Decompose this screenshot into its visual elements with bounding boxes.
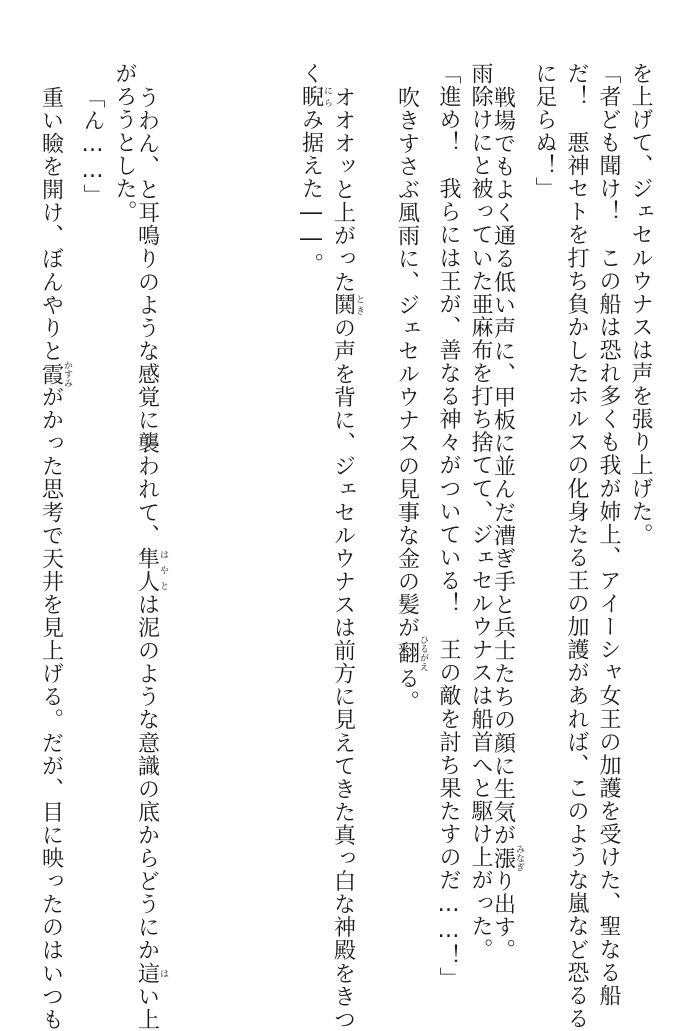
column-text: オオオッと上がった <box>330 86 356 294</box>
ruby-word: 隼人はやと <box>134 547 168 594</box>
ruby-word: 睨にら <box>298 85 332 109</box>
column-text: み据えた――。 <box>298 108 324 276</box>
column-text: 雨除けにと被っていた亜麻布を打ち捨てて、ジェセルウナスは船首へと駆け上がった。 <box>468 62 493 961</box>
furigana: ひるがえ <box>418 635 428 672</box>
text-column <box>468 62 492 961</box>
column-text: る。 <box>394 667 420 714</box>
ruby-word: 鬨とき <box>330 293 364 317</box>
column-text: に足らぬ！」 <box>532 62 557 201</box>
column-text: 「進め！ 我らには王が、善なる神々がついている！ 王の敵を討ち果たすのだ……！」 <box>436 62 461 990</box>
column-text: うわん、と耳鳴りのような感覚に襲われて、 <box>134 86 160 547</box>
text-column <box>38 86 72 1031</box>
column-text: い上 <box>134 984 160 1031</box>
text-column <box>394 86 428 714</box>
text-column <box>628 62 652 546</box>
furigana: とき <box>354 293 364 317</box>
column-text: 重い瞼を開け、ぼんやりと <box>38 86 64 363</box>
text-column <box>298 62 332 276</box>
column-text: 「者ども聞け！ この船は恐れ多くも我が姉上、アイーシャ女王の加護を受けた、聖なる船 <box>596 62 621 1008</box>
ruby-word: 這は <box>134 961 168 985</box>
furigana: みなぎ <box>514 844 524 872</box>
column-text: く <box>298 62 324 86</box>
text-column <box>564 62 588 1030</box>
furigana: かすみ <box>62 360 72 388</box>
text-column <box>596 62 620 1007</box>
ruby-word: 翻ひるがえ <box>394 635 428 672</box>
text-column <box>112 62 136 223</box>
text-column <box>490 86 524 962</box>
furigana: にら <box>322 85 332 109</box>
ruby-word: 霞かすみ <box>38 360 72 388</box>
column-text: がろうとした。 <box>112 62 137 224</box>
column-text: 戦場でもよく通る低い声に、甲板に並んだ漕ぎ手と兵士たちの顔に生気が <box>490 86 516 847</box>
column-text: は泥のような意識の底からどうにか <box>134 593 160 962</box>
furigana: は <box>158 961 168 985</box>
column-text: だ！ 悪神セトを打ち負かしたホルスの化身たる王の加護があれば、このような嵐など恐るる <box>564 62 589 1031</box>
column-text: り出す。 <box>490 869 516 962</box>
text-column <box>330 86 364 1031</box>
column-text: 吹きすさぶ風雨に、ジェセルウナスの見事な金の髪が <box>394 86 420 640</box>
column-text: 「ん……」 <box>80 86 105 208</box>
text-column <box>532 62 556 200</box>
ruby-word: 漲みなぎ <box>490 844 524 872</box>
furigana: はやと <box>158 547 168 594</box>
text-column <box>80 86 104 207</box>
column-text: がかった思考で天井を見上げる。だが、目に映ったのはいつも <box>38 385 64 1031</box>
text-column <box>436 62 460 990</box>
column-text: の声を背に、ジェセルウナスは前方に見えてきた真っ白な神殿をきつ <box>330 316 356 1031</box>
column-text: を上げて、ジェセルウナスは声を張り上げた。 <box>628 62 653 547</box>
text-column <box>134 86 168 1031</box>
